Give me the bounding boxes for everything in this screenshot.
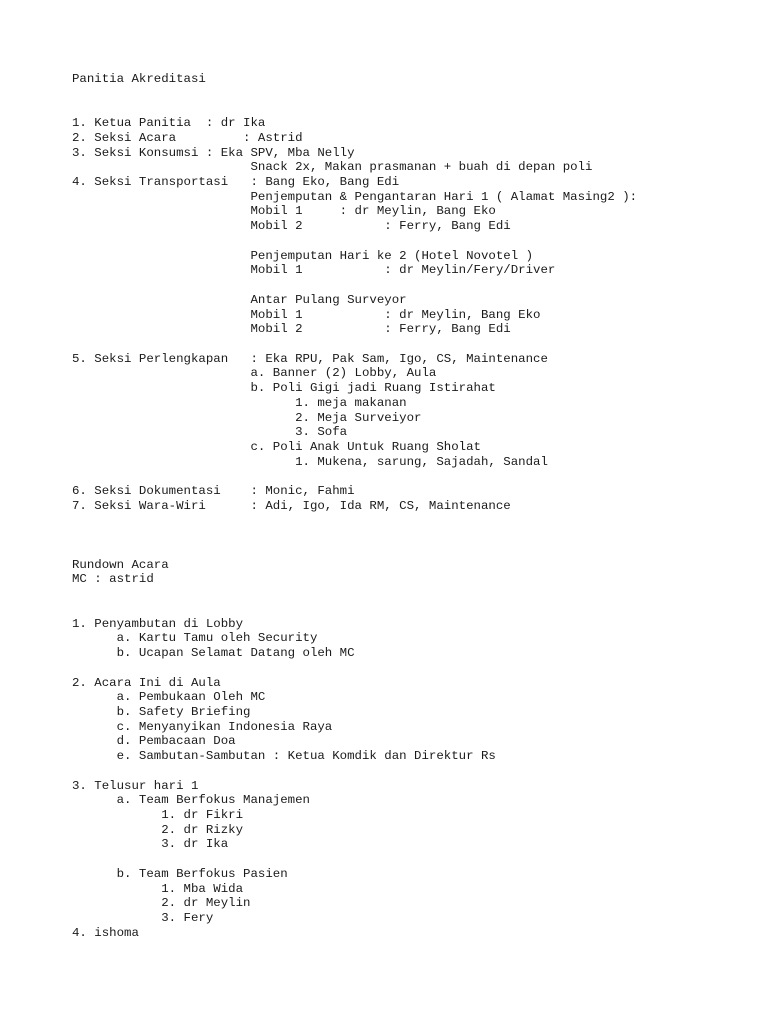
- text-line: 6. Seksi Dokumentasi : Monic, Fahmi: [72, 484, 355, 499]
- text-line: 3. Fery: [72, 911, 214, 926]
- text-line: Mobil 1 : dr Meylin, Bang Eko: [72, 307, 541, 322]
- text-line: Penjemputan & Pengantaran Hari 1 ( Alamat Masing2 ):: [72, 189, 638, 204]
- text-line: 1. dr Fikri: [72, 808, 244, 822]
- text-line: b. Ucapan Selamat Datang oleh MC: [72, 646, 355, 661]
- text-line: b. Poli Gigi jadi Ruang Istirahat: [72, 381, 496, 396]
- text-line: 3. Sofa: [72, 425, 348, 440]
- text-line: d. Pembacaan Doa: [72, 734, 236, 749]
- text-line: Mobil 2 : Ferry, Bang Edi: [72, 322, 511, 337]
- text-line: 5. Seksi Perlengkapan : Eka RPU, Pak Sam, Igo, CS, Maintenance: [72, 351, 548, 366]
- text-line: MC : astrid: [72, 572, 154, 587]
- text-line: a. Banner (2) Lobby, Aula: [72, 366, 437, 381]
- text-line: 1. meja makanan: [72, 395, 407, 410]
- text-line: c. Poli Anak Untuk Ruang Sholat: [72, 440, 481, 454]
- text-line: e. Sambutan-Sambutan : Ketua Komdik dan Direktur Rs: [72, 749, 496, 764]
- text-line: 3. dr Ika: [72, 837, 229, 852]
- text-line: 2. Acara Ini di Aula: [72, 675, 221, 690]
- text-line: c. Menyanyikan Indonesia Raya: [72, 719, 333, 734]
- text-line: 2. dr Meylin: [72, 896, 251, 911]
- text-line: 2. Seksi Acara : Astrid: [72, 130, 303, 145]
- text-line: 1. Ketua Panitia : dr Ika: [72, 116, 266, 131]
- text-line: Panitia Akreditasi: [72, 72, 206, 86]
- text-line: 4. ishoma: [72, 925, 139, 940]
- text-line: 2. Meja Surveiyor: [72, 410, 422, 425]
- text-line: Snack 2x, Makan prasmanan + buah di depan poli: [72, 160, 593, 175]
- text-line: Antar Pulang Surveyor: [72, 292, 407, 307]
- text-line: a. Kartu Tamu oleh Security: [72, 631, 318, 646]
- text-line: Rundown Acara: [72, 557, 169, 572]
- text-line: a. Team Berfokus Manajemen: [72, 793, 310, 808]
- text-line: 1. Mba Wida: [72, 881, 244, 896]
- text-line: 3. Seksi Konsumsi : Eka SPV, Mba Nelly: [72, 145, 355, 160]
- text-line: Mobil 1 : dr Meylin, Bang Eko: [72, 204, 496, 219]
- text-line: 4. Seksi Transportasi : Bang Eko, Bang Edi: [72, 175, 400, 190]
- text-line: Mobil 1 : dr Meylin/Fery/Driver: [72, 263, 556, 278]
- text-line: 1. Mukena, sarung, Sajadah, Sandal: [72, 454, 548, 469]
- text-line: 7. Seksi Wara-Wiri : Adi, Igo, Ida RM, CS, Maintenance: [72, 498, 511, 513]
- text-line: 1. Penyambutan di Lobby: [72, 616, 244, 631]
- text-line: b. Team Berfokus Pasien: [72, 866, 288, 881]
- text-line: Mobil 2 : Ferry, Bang Edi: [72, 219, 511, 234]
- text-line: Penjemputan Hari ke 2 (Hotel Novotel ): [72, 248, 534, 263]
- text-line: 2. dr Rizky: [72, 822, 244, 837]
- text-line: a. Pembukaan Oleh MC: [72, 690, 266, 705]
- text-line: 3. Telusur hari 1: [72, 778, 199, 793]
- text-line: b. Safety Briefing: [72, 704, 251, 719]
